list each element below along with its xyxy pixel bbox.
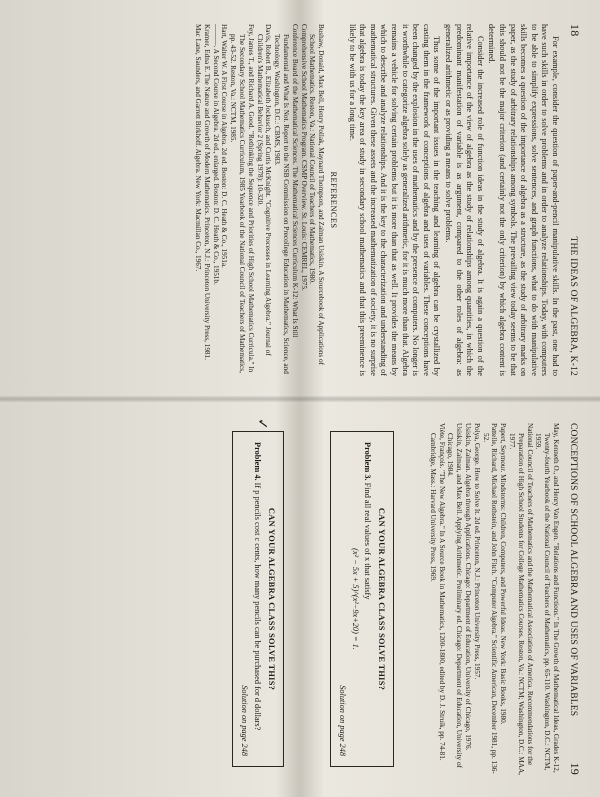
body-paragraph: Thus some of the important issues in the teaching and learning of algebra can be crystallized by casting them in the framework of conceptions of algebra and uses of variables. These conceptions have been changed by the explosion in the uses of mathematics and by the presence of computers. No longer is it worthwhile to categorize algebra solely as generalized arithmetic, for it is much more than that. Algebra remains a vehicle for solving certain problems but it is more than that as well. It provides the means by which to describe and analyze relationships. And it is the key to the characterization and understanding of mathematical structures. Given these assets and the increased mathematization of society, it is no surprise that algebra is today the key area of study in secondary school mathematics and that this preeminence is likely to be with us for a long time. bbox=[347, 24, 442, 376]
reference-item: Usiskin, Zalman, and Max Bell. Applying Arithmetic. Preliminary ed. Chicago: Department of Education, University of Chicago, 1984. bbox=[446, 423, 464, 768]
reference-item: Conference Board of the Mathematical Sciences. The Mathematical Sciences Curriculum K-12: What Is Still Fundamental and What Is Not. Report to the NSB Commission on Precollege Education in Mathematics, Science, and Technology. Washington, D.C.: CBMS, 1983. bbox=[273, 24, 299, 374]
left-page bbox=[0, 0, 600, 398]
reference-item: May, Kenneth O., and Henry Van Engen. "Relations and Functions." In The Growth of Mathematical Ideas, Grades K-12, Twenty-fourth Yearbook of the National Council of Teachers of Mathematics, pp. 65-110. Washington, D.C.: NCTM, 1959. bbox=[534, 423, 560, 773]
reference-item: Polya, George. How to Solve It. 2d ed. Princeton, N.J.: Princeton University Press, 1957. bbox=[472, 423, 481, 680]
right-page-number: 19 bbox=[568, 762, 582, 775]
problem-statement bbox=[252, 442, 263, 756]
reference-item: ———. A Second Course in Algebra. 2d ed., enlarged. Boston: D. C. Heath & Co., 1951b. bbox=[211, 24, 220, 285]
problem-label: Problem 4. bbox=[253, 442, 263, 481]
reference-item: Viète, François. "The New Algebra." In A Source Book in Mathematics, 1200-1800, edited by D. J. Struik, pp. 74-81. Cambridge, Mass.: Harvard University Press, 1969. bbox=[428, 423, 446, 761]
reference-item: Usiskin, Zalman. Algebra through Applications. Chicago: Department of Education, University of Chicago, 1976. bbox=[464, 423, 473, 751]
problem-text: Find all real values of x that satisfy bbox=[363, 482, 373, 600]
problem-text: If p pencils cost c cents, how many pencils can be purchased for d dollars? bbox=[253, 482, 263, 731]
problem-box-3 bbox=[330, 431, 394, 767]
reference-item: Kramer, Edna E. The Nature and Growth of Modern Mathematics. Princeton, N.J.: Princeton University Press, 1981. bbox=[202, 24, 211, 360]
reference-item: Hart, Walter W. A First Course in Algebra. 2d ed. Boston: D. C. Heath & Co., 1951a. bbox=[220, 24, 229, 268]
body-paragraph: For example, consider the question of paper-and-pencil manipulative skills. In the past, one had to have such skills in order to solve problems and in order to analyze relationships. Today, with computers to be able to simplify expressions, solve sentences, and graph functions, what to do with manipulative skills becomes a question of the importance of algebra as a structure, as the study of arbitrary marks on paper, as the study of arbitrary relationships among symbols. The prevailing view today seems to be that this should not be the major criterion (and certainly not the only criterion) by which algebra content is determined. bbox=[487, 24, 560, 376]
reference-item: Comprehensive School Mathematics Program. CSMP Overview. St. Louis: CEMREL, 1975. bbox=[299, 24, 308, 291]
left-page-number: 18 bbox=[568, 24, 582, 37]
problem-box-4 bbox=[232, 418, 284, 767]
reference-item: Fey, James T., and Richard A. Good. "Rethinking the Sequence and Priorities of High School Mathematics Curricula." In The Secondary School Mathematics Curriculum, 1985 Yearbook of the National Council of Teachers of Mathematics, pp. 43-52. Reston, Va.: NCTM, 1985. bbox=[229, 24, 255, 373]
problem-label: Problem 3. bbox=[363, 442, 373, 481]
left-reference-list bbox=[193, 24, 325, 376]
right-page bbox=[0, 399, 600, 797]
reference-item: Bushaw, Donald, Max Bell, Henry Pollak, Maynard Thompson, and Zalman Usiskin. A Sourcebook of Applications of School Mathematics. Reston, Va.: National Council of Teachers of Mathematics, 1980. bbox=[308, 24, 326, 365]
problem-box-title: CAN YOUR ALGEBRA CLASS SOLVE THIS? bbox=[267, 507, 277, 691]
reference-item: National Council of Teachers of Mathematics and the Mathematical Association of America. Recommendations for the Preparation of High School Students for College Mathematics Courses. Reston, Va.: NCTM; Washington, D.C.: MAA, 1977. bbox=[508, 423, 534, 775]
references-title: REFERENCES bbox=[329, 171, 339, 229]
right-reference-list bbox=[428, 423, 560, 775]
reference-item: Papert, Seymour. Mindstorms: Children, Computers, and Powerful Ideas. New York: Basic Books, 1980. bbox=[499, 423, 508, 725]
problem-statement bbox=[362, 442, 373, 756]
body-paragraph: Consider the increased role of function ideas in the study of algebra. It is again a question of the relative importance of the view of algebra as the study of relationships among quantities, in which the predominant manifestation of variable is as argument, compared to the other roles of algebra: as generalized arithmetic or as providing a means to solve problems. bbox=[444, 24, 485, 376]
right-page-header bbox=[567, 423, 582, 775]
reference-item: Davis, Robert B., Elizabeth Jockusch, and Curtis McKnight. "Cognitive Processes in Learning Algebra." Journal of Children's Mathematical Behavior 2 (Spring 1978): 10-320. bbox=[255, 24, 273, 356]
solution-reference: Solution on page 248 bbox=[338, 685, 348, 756]
check-mark-icon: ✓ bbox=[254, 418, 271, 430]
reference-item: Pattelle, Richard, Michael Rothstein, and John Fitch. "Computer Algebra." Scientific American, December 1981, pp. 136-52. bbox=[481, 423, 499, 774]
problem-box-title: CAN YOUR ALGEBRA CLASS SOLVE THIS? bbox=[377, 507, 387, 691]
right-running-head: CONCEPTIONS OF SCHOOL ALGEBRA AND USES OF VARIABLES bbox=[568, 423, 578, 717]
left-running-head: THE IDEAS OF ALGEBRA, K-12 bbox=[568, 236, 578, 376]
solution-reference: Solution on page 248 bbox=[240, 685, 250, 756]
reference-item: Mac Lane, Saunders, and Garrett Birkhoff. Algebra. New York: Macmillan Co., 1967. bbox=[193, 24, 202, 272]
left-page-header bbox=[567, 24, 582, 376]
problem-equation: (x² − 5x + 5)^(x²−9x+20) = 1. bbox=[351, 548, 361, 650]
